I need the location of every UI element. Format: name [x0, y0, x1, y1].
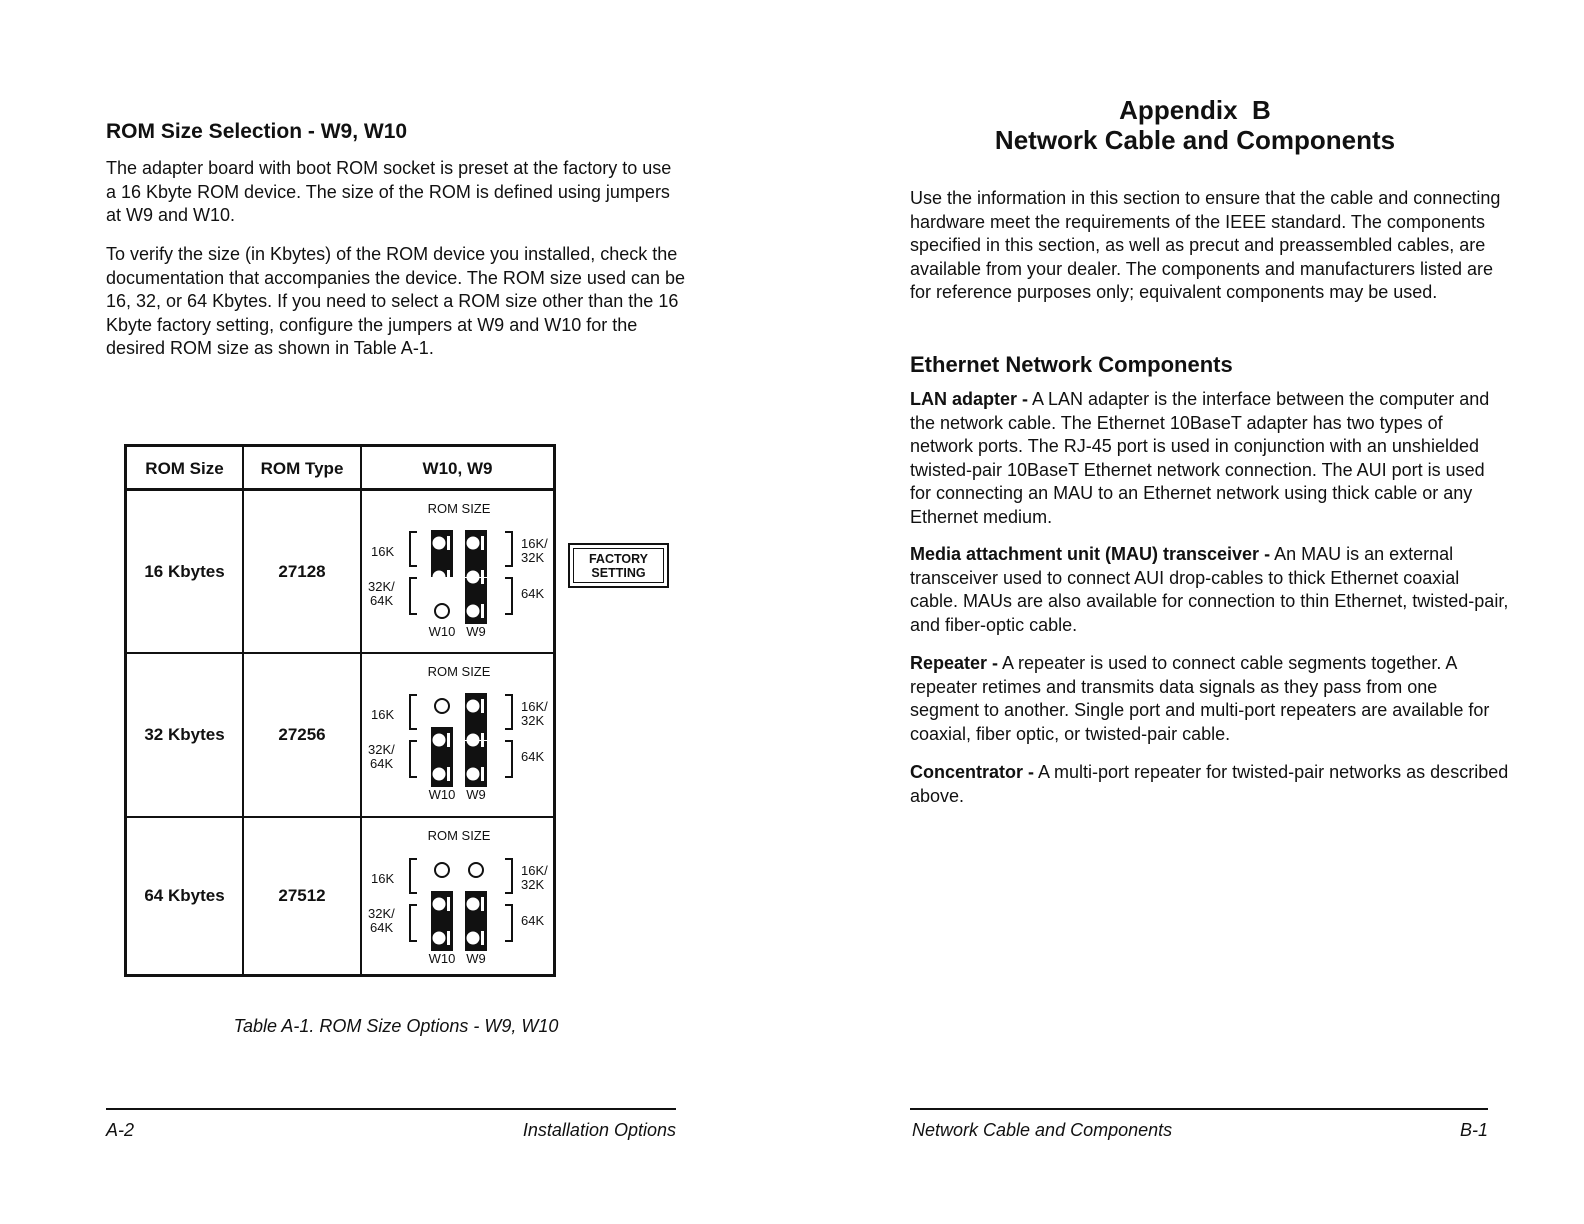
rom-size-heading: ROM Size Selection - W9, W10 — [106, 120, 408, 143]
factory-setting-box — [568, 543, 669, 588]
w9-pin-notch — [481, 699, 484, 713]
w10-pin-notch — [447, 733, 450, 747]
table-caption: Table A-1. ROM Size Options - W9, W10 — [233, 1016, 559, 1036]
repeater-term: Repeater - — [910, 653, 999, 673]
w9-pin-notch — [481, 931, 484, 945]
w9-pin — [467, 571, 479, 583]
label-16k-32k: 16K/ — [521, 863, 548, 878]
bracket-64k — [505, 741, 512, 777]
repeater-paragraph — [910, 652, 1510, 746]
right-page — [792, 0, 1584, 1224]
appendix-title — [792, 95, 1584, 155]
label-16k-32k: 16K/ — [521, 536, 548, 551]
footer-rule — [106, 1108, 676, 1110]
label-64k: 64K — [521, 586, 545, 601]
bracket-16k — [410, 695, 417, 729]
lan-adapter-term: LAN adapter - — [910, 389, 1029, 409]
factory-setting-label — [573, 548, 664, 583]
w9-pin — [469, 863, 483, 877]
concentrator-text: A multi-port repeater for twisted-pair networks as described above. — [910, 762, 1509, 806]
bracket-64k — [505, 905, 512, 941]
w9-pin — [467, 768, 479, 780]
intro-paragraph: Use the information in this section to ensure that the cable and connecting hardware meet the requirements of the IEEE standard. The components specified in this section, as well as precut and preassembled cables, are available from your dealer. The components and manufacturers listed are for reference purposes only; equivalent components may be used. — [910, 188, 1501, 302]
w10-pin — [435, 604, 449, 618]
label-16k-32k: 32K — [521, 550, 545, 565]
header-w10-w9: W10, W9 — [422, 458, 493, 478]
bracket-16k-32k — [505, 532, 512, 566]
label-16k: 16K — [371, 871, 395, 886]
w9-pin-notch — [481, 604, 484, 618]
label-16k: 16K — [371, 707, 395, 722]
cell-rom-size-32: 32 Kbytes — [144, 725, 225, 744]
label-w9: W9 — [466, 624, 486, 639]
cell-rom-size-16: 16 Kbytes — [144, 561, 225, 581]
repeater-text: A repeater is used to connect cable segments together. A repeater retimes and transmits data signals as they pass from one segment to another. Single port and multi-port repeaters are available for coaxial, fiber optic, or twisted-pair cable. — [910, 653, 1490, 744]
w10-pin-notch — [447, 767, 450, 781]
label-32k-64k: 32K/ — [368, 742, 395, 757]
w10-pin — [433, 734, 445, 746]
bracket-16k — [410, 859, 417, 893]
rom-size-label: ROM SIZE — [427, 664, 491, 679]
label-16k-32k: 32K — [521, 713, 545, 728]
w9-pin-notch — [481, 536, 484, 550]
label-32k-64k: 64K — [370, 593, 394, 608]
lan-adapter-text: A LAN adapter is the interface between the computer and the network cable. The Ethernet 10BaseT adapter has two types of network ports. The RJ-45 port is used in conjunction with an unshielded twisted-pair 10BaseT Ethernet network connection. The AUI port is used for connecting an MAU to an Ethernet network using thick cable or any Ethernet medium. — [910, 389, 1490, 527]
footer-page-number: B-1 — [1459, 1120, 1488, 1140]
label-64k: 64K — [521, 749, 545, 764]
jumper-diagram-row-1 — [362, 491, 553, 657]
label-16k-32k: 32K — [521, 877, 545, 892]
concentrator-term: Concentrator - — [910, 762, 1035, 782]
w10-pin — [433, 571, 445, 583]
bracket-32k-64k — [410, 741, 417, 777]
w9-pin — [467, 734, 479, 746]
w9-pin-notch — [481, 733, 484, 747]
label-16k-32k: 16K/ — [521, 699, 548, 714]
label-w10: W10 — [428, 787, 456, 802]
jumper-diagram-row-2 — [362, 654, 553, 820]
cell-rom-type-27512: 27512 — [278, 886, 326, 905]
rom-paragraph-1: The adapter board with boot ROM socket is preset at the factory to use a 16 Kbyte ROM device. The size of the ROM is defined using jumpers at W9 and W10. — [106, 158, 672, 225]
cell-rom-type-27256: 27256 — [278, 725, 326, 744]
bracket-16k-32k — [505, 695, 512, 729]
label-w9: W9 — [466, 951, 486, 966]
label-32k-64k: 32K/ — [368, 906, 395, 921]
jumper-diagram-svg — [362, 491, 553, 652]
label-64k: 64K — [521, 913, 545, 928]
bracket-64k — [505, 578, 512, 614]
w10-pin — [433, 537, 445, 549]
lan-adapter-paragraph — [910, 388, 1510, 529]
rom-paragraph-2: To verify the size (in Kbytes) of the ROM device you installed, check the documentation that accompanies the device. The ROM size used can be 16, 32, or 64 Kbytes. If you need to select a ROM size other than the 16 Kbyte factory setting, configure the jumpers at W9 and W10 for the desired ROM size as shown in Table A-1. — [106, 244, 685, 358]
label-16k: 16K — [371, 544, 395, 559]
rom-size-table — [124, 444, 556, 977]
mau-term: Media attachment unit (MAU) transceiver - — [910, 544, 1271, 564]
w9-pin — [467, 700, 479, 712]
label-32k-64k: 64K — [370, 756, 394, 771]
jumper-diagram-svg — [362, 654, 553, 815]
label-w9: W9 — [466, 787, 486, 802]
factory-line-1: FACTORY — [588, 551, 649, 566]
concentrator-paragraph — [910, 761, 1510, 808]
w9-pin-notch — [481, 570, 484, 584]
bracket-32k-64k — [410, 578, 417, 614]
bracket-16k — [410, 532, 417, 566]
mau-paragraph — [910, 543, 1510, 637]
w10-pin — [433, 932, 445, 944]
appendix-title-line-1: Appendix B — [1119, 95, 1271, 125]
label-w10: W10 — [428, 951, 456, 966]
ethernet-components-heading: Ethernet Network Components — [910, 352, 1233, 377]
bracket-16k-32k — [505, 859, 512, 893]
w10-pin-notch — [447, 931, 450, 945]
w9-pin — [467, 898, 479, 910]
label-32k-64k: 32K/ — [368, 579, 395, 594]
footer-rule — [910, 1108, 1488, 1110]
w9-pin — [467, 605, 479, 617]
w10-pin-notch — [447, 536, 450, 550]
footer-section-title: Installation Options — [522, 1120, 676, 1140]
w9-pin — [467, 932, 479, 944]
label-32k-64k: 64K — [370, 920, 394, 935]
w10-pin — [433, 768, 445, 780]
rom-size-label: ROM SIZE — [427, 828, 491, 843]
jumper-diagram-svg — [362, 818, 553, 979]
w9-pin-notch — [481, 897, 484, 911]
factory-line-2: SETTING — [591, 565, 646, 580]
w10-pin — [435, 863, 449, 877]
mau-text: An MAU is an external transceiver used to connect AUI drop-cables to thick Ethernet coaxial cable. MAUs are also available for connection to thin Ethernet, twisted-pair, and fiber-optic cable. — [910, 544, 1509, 635]
w10-pin — [435, 699, 449, 713]
w9-pin — [467, 537, 479, 549]
cell-rom-type-27128: 27128 — [278, 561, 326, 581]
w10-pin-notch — [447, 570, 450, 584]
rom-size-label: ROM SIZE — [427, 501, 491, 516]
appendix-title-line-2: Network Cable and Components — [994, 125, 1396, 155]
w10-pin-notch — [447, 897, 450, 911]
w10-pin — [433, 898, 445, 910]
w9-pin-notch — [481, 767, 484, 781]
label-w10: W10 — [428, 624, 456, 639]
bracket-32k-64k — [410, 905, 417, 941]
footer-section-title: Network Cable and Components — [912, 1120, 1173, 1140]
footer-page-number: A-2 — [106, 1120, 135, 1140]
header-rom-size: ROM Size — [145, 458, 224, 478]
header-rom-type: ROM Type — [260, 458, 344, 478]
jumper-diagram-row-3 — [362, 818, 553, 984]
cell-rom-size-64: 64 Kbytes — [144, 886, 225, 905]
